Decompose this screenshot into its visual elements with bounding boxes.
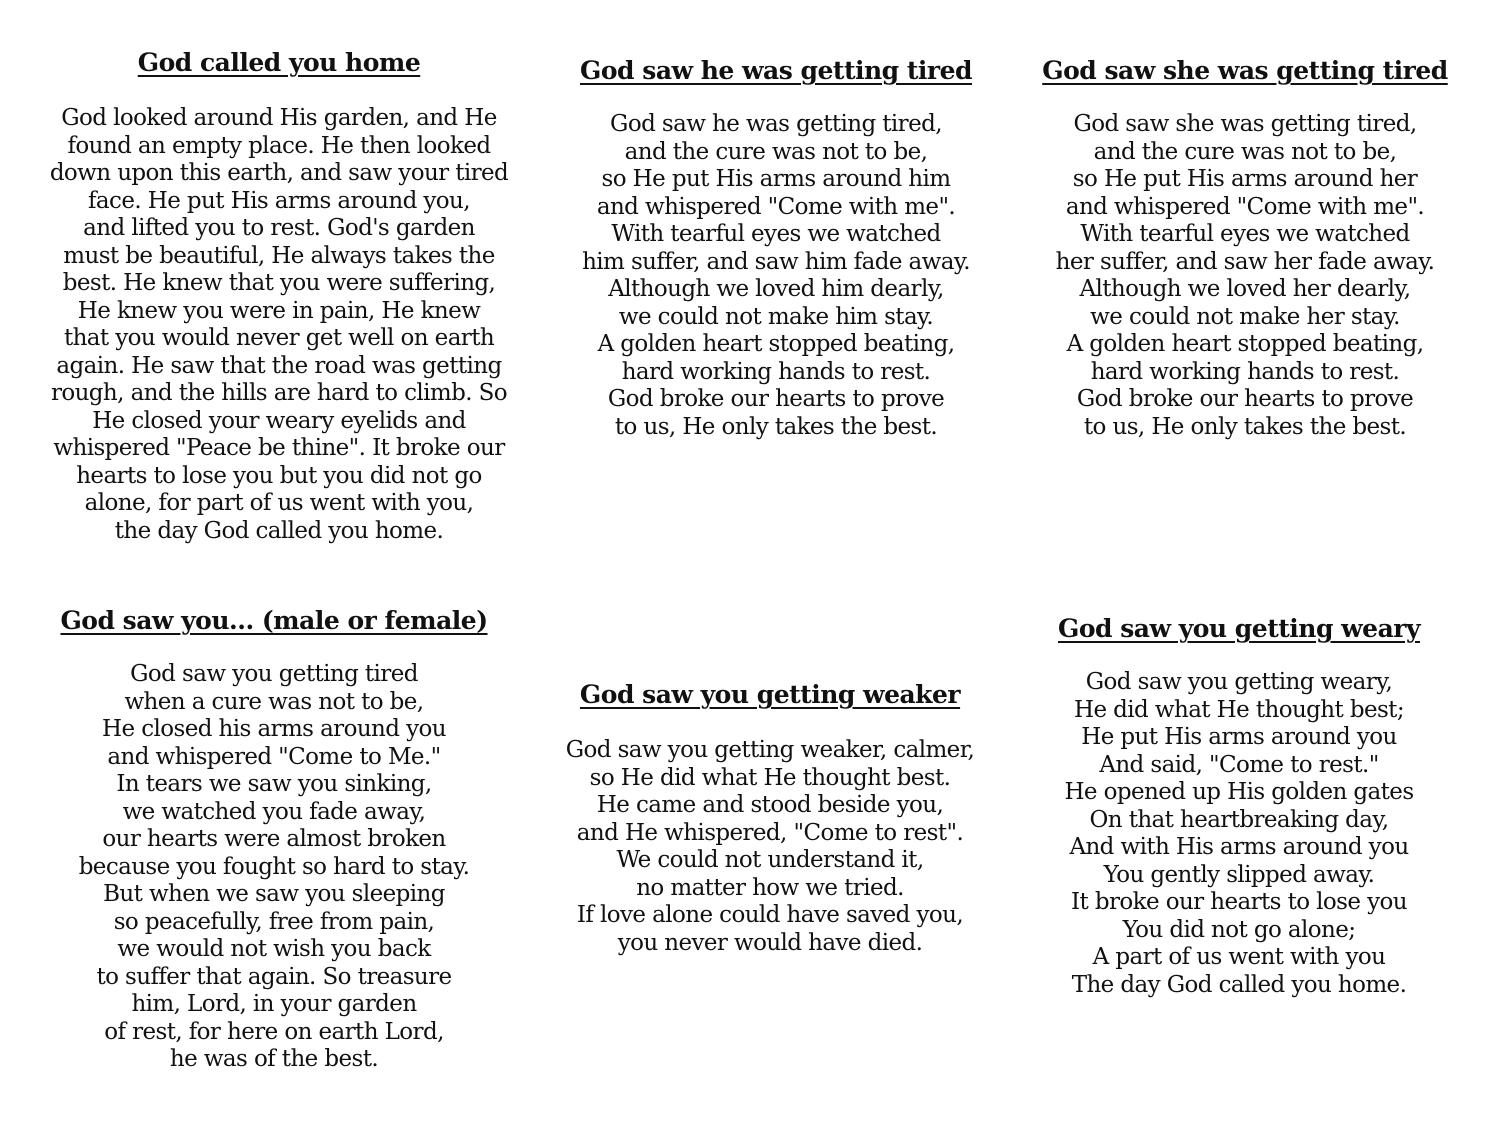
poem-title: God saw he was getting tired	[580, 56, 972, 85]
poem-line: He closed your weary eyelids and	[92, 407, 466, 434]
poem-line: to suffer that again. So treasure	[96, 963, 452, 990]
poem-line: You gently slipped away.	[1103, 861, 1375, 888]
poem-body	[1040, 111, 1450, 441]
poem-god-saw-she-was-getting-tired	[1040, 56, 1450, 441]
poem-line: we watched you fade away,	[122, 798, 426, 825]
poem-god-called-you-home	[40, 48, 518, 545]
poem-body	[40, 105, 518, 545]
poem-line: so He did what He thought best.	[589, 764, 951, 791]
poem-line: God saw she was getting tired,	[1073, 111, 1417, 137]
poem-line: no matter how we tried.	[636, 874, 904, 901]
poem-line: On that heartbreaking day,	[1089, 806, 1389, 833]
poem-line: rough, and the hills are hard to climb. So	[50, 380, 508, 406]
poem-body	[40, 661, 508, 1074]
poem-line: With tearful eyes we watched	[1080, 221, 1410, 247]
poem-title: God saw you getting weary	[1058, 614, 1420, 643]
poem-line: But when we saw you sleeping	[103, 881, 445, 907]
poem-line: down upon this earth, and saw your tired	[49, 160, 509, 186]
poem-line: He put His arms around you	[1081, 724, 1397, 750]
poem-line: A part of us went with you	[1092, 944, 1386, 970]
poem-line: He opened up His golden gates	[1064, 779, 1414, 805]
poem-title: God called you home	[137, 48, 421, 77]
poem-line: when a cure was not to be,	[124, 688, 424, 715]
poem-line: so peacefully, free from pain,	[113, 908, 435, 935]
poem-line: God looked around His garden, and He	[61, 105, 497, 131]
poem-line: A golden heart stopped beating,	[1066, 331, 1424, 357]
poem-line: must be beautiful, He always takes the	[63, 242, 495, 269]
poem-line: God saw you getting weaker, calmer,	[565, 737, 975, 763]
poem-line: hard working hands to rest.	[621, 358, 931, 385]
poem-body	[560, 111, 992, 441]
poem-line: we could not make her stay.	[1090, 303, 1400, 330]
poem-line: that you would never get well on earth	[63, 325, 495, 351]
poem-line: alone, for part of us went with you,	[84, 490, 474, 516]
poem-line: God saw you getting tired	[130, 661, 418, 687]
poem-line: you never would have died.	[617, 929, 923, 956]
poem-line: Although we loved her dearly,	[1079, 276, 1411, 302]
poem-line: hearts to lose you but you did not go	[76, 462, 482, 489]
poem-god-saw-you-getting-weary	[1040, 614, 1438, 999]
poem-line: and He whispered, "Come to rest".	[576, 819, 964, 846]
poem-title: God saw she was getting tired	[1042, 56, 1448, 85]
poem-line: because you fought so hard to stay.	[78, 853, 470, 880]
poem-line: face. He put His arms around you,	[88, 187, 470, 214]
poem-line: He closed his arms around you	[102, 716, 446, 742]
poem-line: whispered "Peace be thine". It broke our	[53, 435, 505, 461]
poem-line: best. He knew that you were suffering,	[62, 270, 496, 296]
poem-title: God saw you... (male or female)	[60, 606, 488, 635]
poem-line: And said, "Come to rest."	[1099, 751, 1379, 778]
poem-line: we could not make him stay.	[618, 303, 934, 330]
poem-line: God saw you getting weary,	[1085, 669, 1393, 695]
poem-line: him suffer, and saw him fade away.	[582, 248, 970, 275]
poem-body	[554, 737, 986, 957]
poem-line: He did what He thought best;	[1074, 696, 1404, 723]
poem-line: With tearful eyes we watched	[611, 221, 941, 247]
poem-line: And with His arms around you	[1069, 834, 1409, 860]
poem-line: hard working hands to rest.	[1090, 358, 1400, 385]
poem-body	[1040, 669, 1438, 999]
poem-title: God saw you getting weaker	[579, 680, 961, 709]
poem-line: so He put His arms around him	[601, 166, 951, 192]
poem-line: and lifted you to rest. God's garden	[83, 215, 475, 241]
poem-line: God saw he was getting tired,	[610, 111, 942, 137]
poem-line: If love alone could have saved you,	[576, 902, 964, 928]
poem-god-saw-he-was-getting-tired	[560, 56, 992, 441]
poem-line: You did not go alone;	[1122, 916, 1356, 943]
poem-god-saw-you-getting-weaker	[554, 680, 986, 957]
poem-line: and the cure was not to be,	[1093, 138, 1397, 165]
poem-line: God broke our hearts to prove	[1076, 386, 1414, 412]
poem-line: he was of the best.	[169, 1046, 379, 1072]
poem-line: and whispered "Come with me".	[596, 193, 956, 220]
poem-line: It broke our hearts to lose you	[1071, 889, 1407, 915]
poem-line: The day God called you home.	[1071, 971, 1407, 998]
poem-line: God broke our hearts to prove	[607, 386, 945, 412]
poem-line: of rest, for here on earth Lord,	[104, 1018, 444, 1045]
poem-line: so He put His arms around her	[1072, 166, 1418, 192]
poem-line: to us, He only takes the best.	[614, 413, 938, 440]
poem-god-saw-you-male-or-female	[40, 606, 508, 1074]
poem-line: our hearts were almost broken	[102, 826, 446, 852]
poem-line: and whispered "Come to Me."	[107, 743, 441, 770]
poem-line: A golden heart stopped beating,	[597, 331, 955, 357]
poem-line: him, Lord, in your garden	[131, 991, 417, 1017]
poem-line: we would not wish you back	[117, 936, 431, 962]
poem-line: to us, He only takes the best.	[1083, 413, 1407, 440]
poem-line: the day God called you home.	[114, 517, 444, 544]
poem-line: Although we loved him dearly,	[608, 276, 944, 302]
poem-line: He came and stood beside you,	[596, 792, 944, 818]
poem-line: and the cure was not to be,	[624, 138, 928, 165]
poem-line: In tears we saw you sinking,	[116, 771, 432, 797]
poem-line: We could not understand it,	[616, 847, 924, 873]
poem-line: her suffer, and saw her fade away.	[1055, 248, 1435, 275]
poem-line: He knew you were in pain, He knew	[77, 297, 481, 324]
poem-line: again. He saw that the road was getting	[56, 352, 502, 379]
poem-line: and whispered "Come with me".	[1065, 193, 1425, 220]
poem-line: found an empty place. He then looked	[67, 132, 491, 159]
